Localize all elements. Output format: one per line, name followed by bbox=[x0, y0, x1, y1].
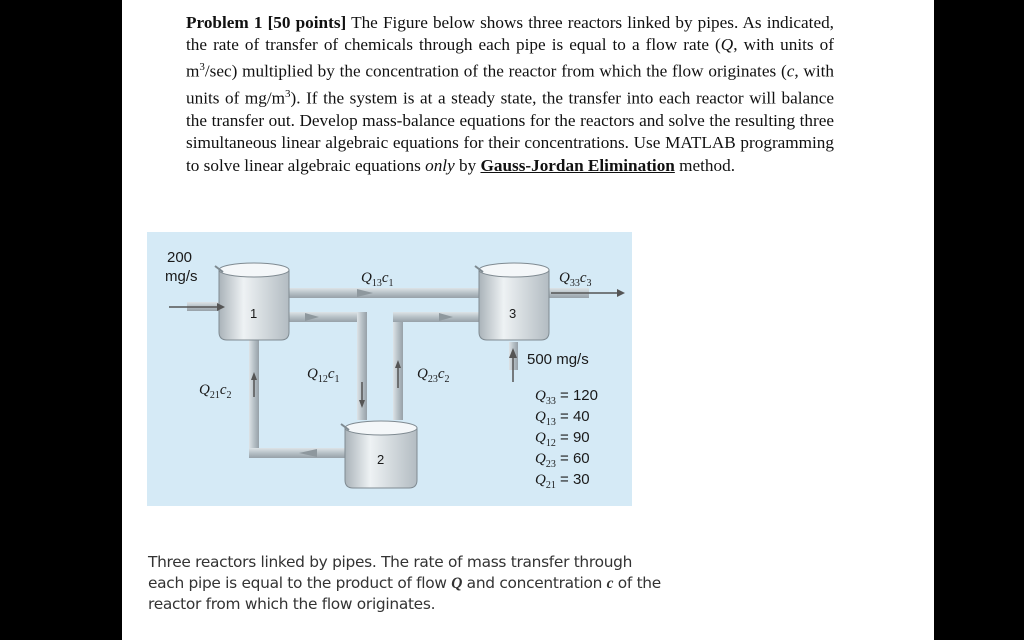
reactor-figure bbox=[147, 232, 632, 506]
superscript: 3 bbox=[284, 88, 291, 101]
symbol-q: Q bbox=[451, 574, 463, 592]
symbol-q: Q bbox=[720, 35, 734, 55]
problem-text: ). If the system is at a steady state, the transfer into each reactor will balance the transfer out. Develop mass-balance equations for the reactors and solve the resulting three simultaneous linear algebraic equations for their concentrations. Use MATLAB programming to solve linear algebraic equations bbox=[186, 89, 834, 175]
pipe-23-horizontal bbox=[393, 312, 479, 322]
pipe-13-top bbox=[289, 288, 479, 298]
method-name: Gauss-Jordan Elimination bbox=[480, 155, 675, 175]
flow-label-q23c2: $Q_{23}c_2$ bbox=[417, 366, 450, 385]
problem-text: method. bbox=[674, 155, 735, 175]
figure-caption: Three reactors linked by pipes. The rate of mass transfer through each pipe is equal to the product of flow Q and concentration c of the reactor from which the flow originates. bbox=[148, 553, 661, 613]
reactor-3 bbox=[475, 263, 549, 340]
flow-label-q12c1: $Q_{12}c_1$ bbox=[307, 366, 340, 385]
reactor-2-label: 2 bbox=[377, 452, 385, 467]
problem-text: /sec) multiplied by the concentration of the reactor from which the flow originates ( bbox=[204, 62, 787, 82]
value-q12: $Q_{12} = 90$ bbox=[535, 429, 590, 449]
value-q21: $Q_{21} = 30$ bbox=[535, 471, 590, 491]
reactor-3-label: 3 bbox=[509, 306, 517, 321]
problem-text: , with units of mg/m bbox=[186, 62, 834, 109]
superscript: 3 bbox=[199, 61, 205, 74]
inflow-3-label: 500 mg/s bbox=[527, 351, 589, 368]
emphasis-only: only bbox=[425, 155, 455, 175]
symbol-c: c bbox=[606, 574, 614, 592]
symbol-c: c bbox=[786, 62, 795, 82]
value-q33: $Q_{33} = 120$ bbox=[535, 387, 598, 407]
problem-text: , with units of m bbox=[186, 35, 834, 82]
arrow-outflow-3-head bbox=[617, 289, 625, 297]
flow-label-q21c2: $Q_{21}c_2$ bbox=[199, 382, 232, 401]
reactor-1-label: 1 bbox=[250, 306, 258, 321]
flow-values bbox=[535, 387, 598, 491]
problem-heading: Problem 1 [50 points] bbox=[186, 13, 347, 32]
value-q13: $Q_{13} = 40$ bbox=[535, 408, 590, 428]
pipe-12-horizontal bbox=[289, 312, 359, 322]
value-q23: $Q_{23} = 60$ bbox=[535, 450, 590, 470]
problem-text: The Figure below shows three reactors linked by pipes. As indicated, the rate of transfer of chemicals through each pipe is equal to a flow rate ( bbox=[186, 13, 834, 55]
problem-text: by bbox=[454, 155, 481, 175]
inflow-1-value: 200 bbox=[167, 249, 193, 266]
flow-label-q33c3: $Q_{33}c_3$ bbox=[559, 270, 592, 289]
reactor-1 bbox=[215, 263, 289, 340]
flow-label-q13c1: $Q_{13}c_1$ bbox=[361, 270, 394, 289]
reactor-diagram bbox=[147, 232, 632, 506]
inflow-1-unit: mg/s bbox=[165, 268, 198, 285]
problem-statement bbox=[186, 12, 834, 177]
